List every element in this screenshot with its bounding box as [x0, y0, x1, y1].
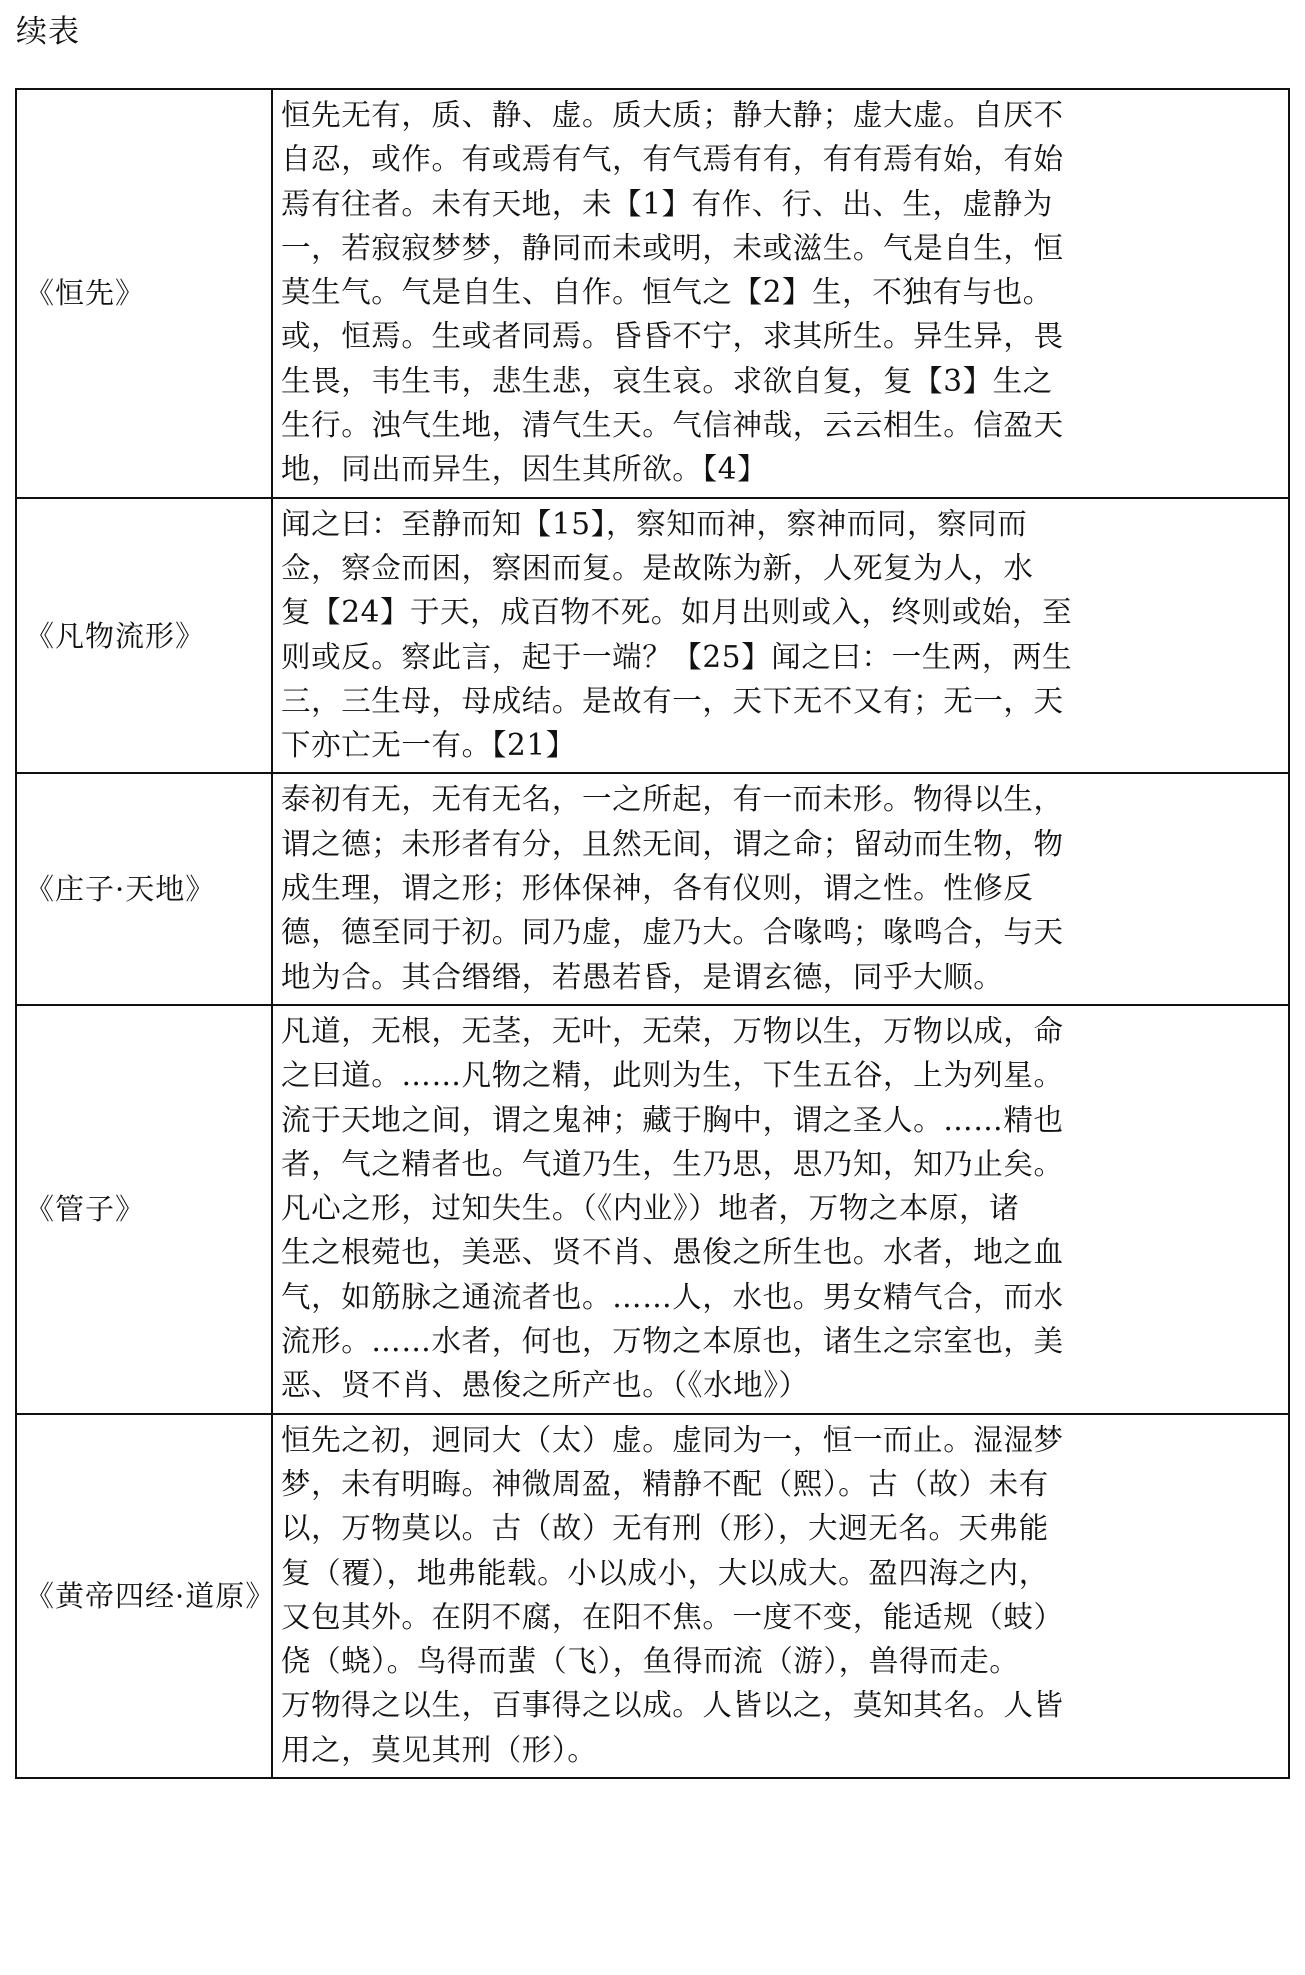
text-line: 凡心之形，过知失生。（《内业》）地者，万物之本原，诸	[281, 1191, 1020, 1226]
text-line: 恒先无有，质、静、虚。质大质；静大静；虚大虚。自厌不	[281, 98, 1064, 132]
text-line: 地，同出而异生，因生其所欲。【4】	[281, 452, 768, 487]
text-line: 地为合。其合缗缗，若愚若昏，是谓玄德，同乎大顺。	[281, 959, 1004, 994]
text-line: 又包其外。在阴不腐，在阳不焦。一度不变，能适规（蚑）	[281, 1599, 1064, 1634]
text-line: 万物得之以生，百事得之以成。人皆以之，莫知其名。人皆	[281, 1688, 1064, 1723]
text-line: 复（覆），地弗能载。小以成小，大以成大。盈四海之内，	[281, 1555, 1049, 1590]
source-title-cell: 《恒先》	[16, 89, 272, 498]
text-line: 泰初有无，无有无名，一之所起，有一而未形。物得以生，	[281, 782, 1064, 817]
text-line: 生行。浊气生地，清气生天。气信神哉，云云相生。信盈天	[281, 408, 1064, 443]
text-line: 下亦亡无一有。【21】	[281, 728, 576, 763]
text-line: 焉有往者。未有天地，未【1】有作、行、出、生，虚静为	[281, 186, 1053, 221]
table-row	[16, 773, 1289, 1004]
source-title-cell: 《凡物流形》	[16, 498, 272, 774]
text-line: 恒先之初，迥同大（太）虚。虚同为一，恒一而止。湿湿梦	[281, 1422, 1064, 1457]
text-line: 凡道，无根，无茎，无叶，无荣，万物以生，万物以成，命	[281, 1013, 1064, 1048]
text-line: 流形。……水者，何也，万物之本原也，诸生之宗室也，美	[281, 1324, 1064, 1359]
source-text-cell	[272, 1005, 1289, 1414]
source-text-cell	[272, 498, 1289, 774]
table-row	[16, 89, 1289, 498]
text-line: 或，恒焉。生或者同焉。昏昏不宁，求其所生。异生异，畏	[281, 319, 1064, 354]
text-line: 三，三生母，母成结。是故有一，天下无不又有；无一，天	[281, 683, 1064, 718]
text-line: 谓之德；未形者有分，且然无间，谓之命；留动而生物，物	[281, 826, 1064, 861]
text-line: 用之，莫见其刑（形）。	[281, 1732, 598, 1767]
table-row	[16, 498, 1289, 774]
table-body	[16, 89, 1289, 1778]
text-line: 复【24】于天，成百物不死。如月出则或入，终则或始，至	[281, 595, 1073, 630]
source-title-cell: 《庄子·天地》	[16, 773, 272, 1004]
text-line: 之曰道。……凡物之精，此则为生，下生五谷，上为列星。	[281, 1058, 1064, 1093]
text-line: 生之根菀也，美恶、贤不肖、愚俊之所生也。水者，地之血	[281, 1235, 1064, 1270]
text-line: 生畏，韦生韦，悲生悲，哀生哀。求欲自复，复【3】生之	[281, 363, 1053, 398]
source-title-cell: 《管子》	[16, 1005, 272, 1414]
text-line: 莫生气。气是自生、自作。恒气之【2】生，不独有与也。	[281, 275, 1053, 310]
text-line: 一，若寂寂梦梦，静同而未或明，未或滋生。气是自生，恒	[281, 230, 1064, 265]
text-line: 德，德至同于初。同乃虚，虚乃大。合喙鸣；喙鸣合，与天	[281, 915, 1064, 950]
text-line: 佥，察佥而困，察困而复。是故陈为新，人死复为人，水	[281, 550, 1034, 585]
text-line: 自忍，或作。有或焉有气，有气焉有有，有有焉有始，有始	[281, 142, 1064, 177]
text-line: 者，气之精者也。气道乃生，生乃思，思乃知，知乃止矣。	[281, 1146, 1064, 1181]
source-text-cell	[272, 1414, 1289, 1778]
source-text-cell	[272, 89, 1289, 498]
table-row	[16, 1005, 1289, 1414]
text-line: 则或反。察此言，起于一端？【25】闻之曰：一生两，两生	[281, 639, 1073, 674]
text-line: 侥（蛲）。鸟得而蜚（飞），鱼得而流（游），兽得而走。	[281, 1644, 1020, 1679]
page-heading: 续表	[16, 14, 80, 50]
source-title-cell: 《黄帝四经·道原》	[16, 1414, 272, 1778]
text-line: 以，万物莫以。古（故）无有刑（形），大迥无名。天弗能	[281, 1511, 1049, 1546]
source-text-cell	[272, 773, 1289, 1004]
text-line: 恶、贤不肖、愚俊之所产也。（《水地》）	[281, 1368, 809, 1403]
text-line: 梦，未有明晦。神微周盈，精静不配（熙）。古（故）未有	[281, 1466, 1049, 1501]
text-line: 成生理，谓之形；形体保神，各有仪则，谓之性。性修反	[281, 871, 1034, 906]
comparison-table	[15, 88, 1290, 1779]
table-row	[16, 1414, 1289, 1778]
text-line: 闻之曰：至静而知【15】，察知而神，察神而同，察同而	[281, 506, 1028, 541]
text-line: 气，如筋脉之通流者也。……人，水也。男女精气合，而水	[281, 1279, 1064, 1314]
text-line: 流于天地之间，谓之鬼神；藏于胸中，谓之圣人。……精也	[281, 1102, 1064, 1137]
